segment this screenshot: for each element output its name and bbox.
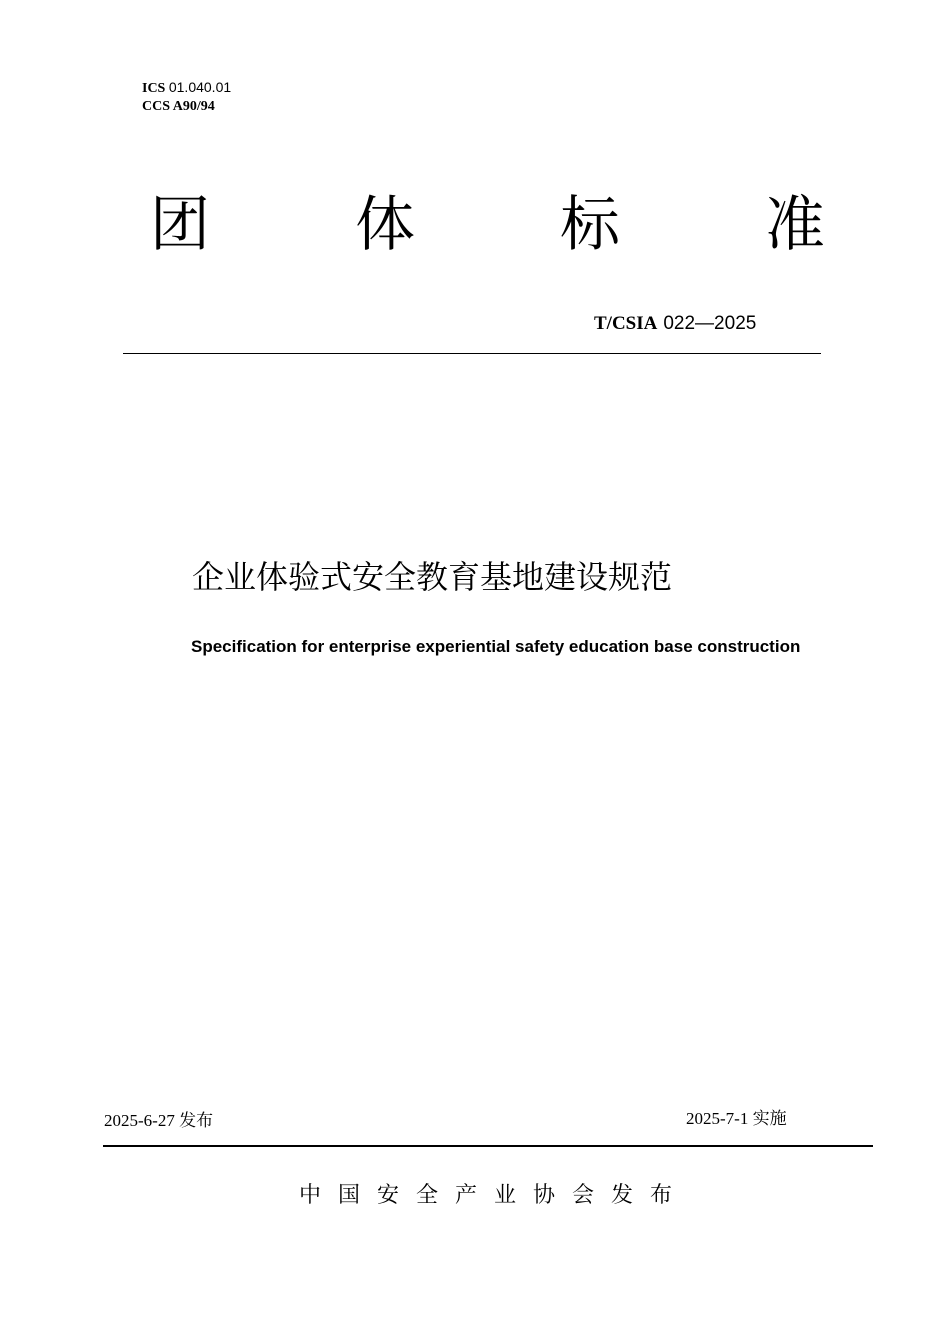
ics-label: ICS xyxy=(142,81,166,96)
standard-number-value: 022—2025 xyxy=(663,313,757,334)
title-english: Specification for enterprise experiential safety education base construction xyxy=(191,637,801,656)
implement-date: 2025-7-1 实施 xyxy=(686,1109,787,1128)
document-type-char: 标 xyxy=(560,190,620,260)
document-type-heading xyxy=(150,190,825,260)
publisher: 中国安全产业协会发布 xyxy=(299,1183,690,1208)
ics-code xyxy=(142,79,231,97)
standard-number-prefix: T/CSIA xyxy=(594,313,658,334)
document-type-char: 准 xyxy=(765,190,825,260)
standard-number xyxy=(594,312,756,336)
bottom-divider xyxy=(103,1145,873,1147)
ccs-code: CCS A90/94 xyxy=(142,99,215,114)
ics-value: 01.040.01 xyxy=(168,79,232,95)
top-divider xyxy=(123,353,821,354)
publish-date: 2025-6-27 发布 xyxy=(104,1111,214,1130)
document-type-char: 团 xyxy=(150,190,210,260)
document-type-char: 体 xyxy=(355,190,415,260)
title-chinese: 企业体验式安全教育基地建设规范 xyxy=(192,558,673,596)
